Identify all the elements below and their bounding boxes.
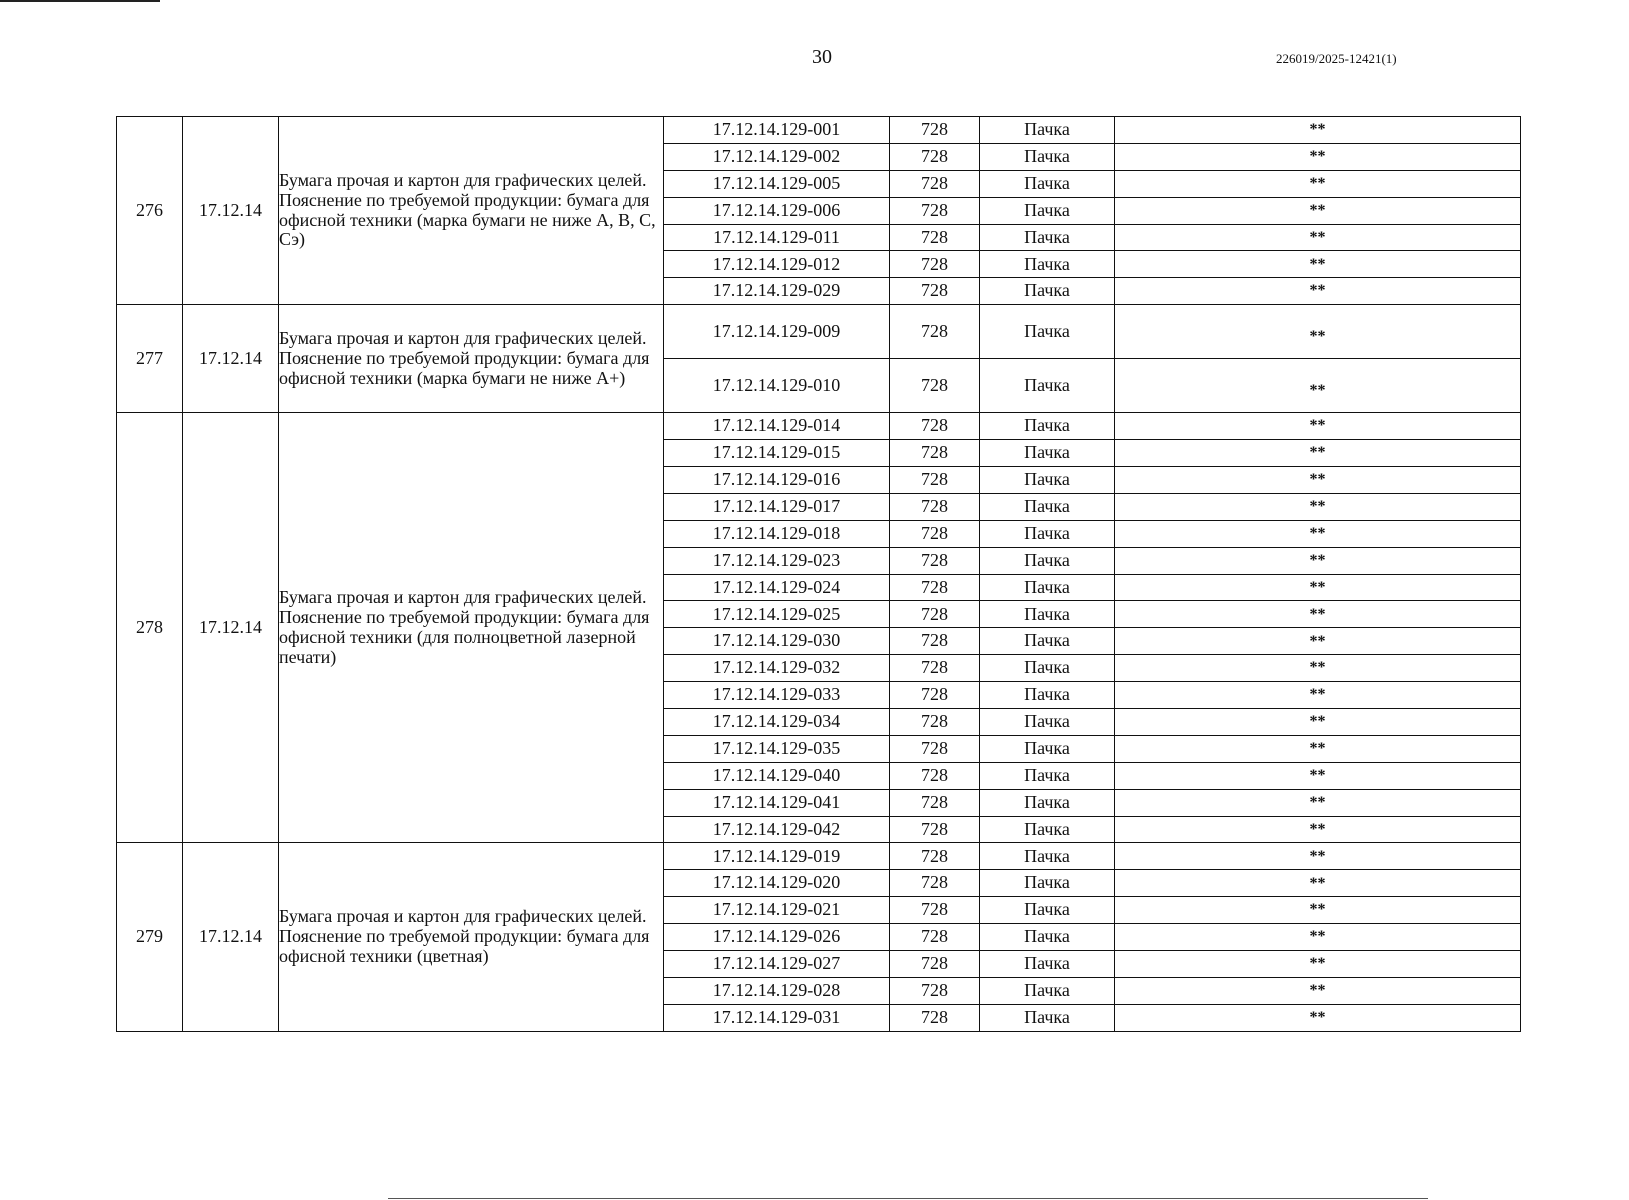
okpd-code: 17.12.14 — [183, 305, 279, 413]
document-id: 226019/2025-12421(1) — [1276, 51, 1397, 66]
unit-name: Пачка — [980, 547, 1115, 574]
ktru-code: 17.12.14.129-005 — [664, 170, 890, 197]
ktru-code: 17.12.14.129-019 — [664, 843, 890, 870]
unit-name: Пачка — [980, 520, 1115, 547]
unit-name: Пачка — [980, 359, 1115, 413]
footer-line — [388, 1198, 1428, 1199]
unit-name: Пачка — [980, 170, 1115, 197]
ktru-code: 17.12.14.129-020 — [664, 870, 890, 897]
price-cell: ** — [1115, 197, 1521, 224]
unit-code: 728 — [890, 251, 980, 278]
price-cell: ** — [1115, 170, 1521, 197]
unit-name: Пачка — [980, 601, 1115, 628]
table-row — [117, 305, 1521, 359]
unit-name: Пачка — [980, 197, 1115, 224]
unit-code: 728 — [890, 951, 980, 978]
ktru-code: 17.12.14.129-018 — [664, 520, 890, 547]
price-cell: ** — [1115, 251, 1521, 278]
unit-name: Пачка — [980, 870, 1115, 897]
price-cell: ** — [1115, 278, 1521, 305]
unit-code: 728 — [890, 897, 980, 924]
ktru-code: 17.12.14.129-042 — [664, 816, 890, 843]
unit-code: 728 — [890, 520, 980, 547]
unit-code: 728 — [890, 493, 980, 520]
unit-name: Пачка — [980, 278, 1115, 305]
scan-edge-line — [0, 0, 160, 2]
price-cell: ** — [1115, 843, 1521, 870]
ktru-code: 17.12.14.129-016 — [664, 467, 890, 494]
unit-code: 728 — [890, 816, 980, 843]
price-cell: ** — [1115, 816, 1521, 843]
ktru-code: 17.12.14.129-006 — [664, 197, 890, 224]
unit-code: 728 — [890, 655, 980, 682]
ktru-code: 17.12.14.129-033 — [664, 682, 890, 709]
ktru-code: 17.12.14.129-023 — [664, 547, 890, 574]
unit-code: 728 — [890, 977, 980, 1004]
price-cell: ** — [1115, 520, 1521, 547]
unit-code: 728 — [890, 843, 980, 870]
unit-name: Пачка — [980, 735, 1115, 762]
price-cell: ** — [1115, 547, 1521, 574]
ktru-code: 17.12.14.129-012 — [664, 251, 890, 278]
unit-name: Пачка — [980, 493, 1115, 520]
price-cell: ** — [1115, 789, 1521, 816]
unit-name: Пачка — [980, 305, 1115, 359]
table-row — [117, 843, 1521, 870]
table-row — [117, 117, 1521, 144]
price-cell: ** — [1115, 493, 1521, 520]
ktru-code: 17.12.14.129-025 — [664, 601, 890, 628]
unit-code: 728 — [890, 924, 980, 951]
unit-name: Пачка — [980, 413, 1115, 440]
item-number: 277 — [117, 305, 183, 413]
unit-name: Пачка — [980, 467, 1115, 494]
price-cell: ** — [1115, 682, 1521, 709]
unit-name: Пачка — [980, 143, 1115, 170]
ktru-code: 17.12.14.129-015 — [664, 440, 890, 467]
price-cell: ** — [1115, 924, 1521, 951]
unit-name: Пачка — [980, 224, 1115, 251]
price-cell: ** — [1115, 1004, 1521, 1031]
okpd-code: 17.12.14 — [183, 117, 279, 305]
price-cell: ** — [1115, 628, 1521, 655]
unit-name: Пачка — [980, 655, 1115, 682]
ktru-code: 17.12.14.129-041 — [664, 789, 890, 816]
unit-code: 728 — [890, 359, 980, 413]
unit-code: 728 — [890, 224, 980, 251]
okpd-code: 17.12.14 — [183, 413, 279, 843]
okpd-code: 17.12.14 — [183, 843, 279, 1031]
page-number: 30 — [812, 46, 832, 68]
unit-name: Пачка — [980, 117, 1115, 144]
price-cell: ** — [1115, 655, 1521, 682]
unit-name: Пачка — [980, 843, 1115, 870]
ktru-code: 17.12.14.129-028 — [664, 977, 890, 1004]
price-cell: ** — [1115, 574, 1521, 601]
unit-name: Пачка — [980, 924, 1115, 951]
ktru-code: 17.12.14.129-021 — [664, 897, 890, 924]
price-cell: ** — [1115, 897, 1521, 924]
ktru-code: 17.12.14.129-029 — [664, 278, 890, 305]
ktru-code: 17.12.14.129-034 — [664, 709, 890, 736]
item-number: 278 — [117, 413, 183, 843]
unit-code: 728 — [890, 682, 980, 709]
goods-table-body — [117, 117, 1521, 1032]
item-description: Бумага прочая и картон для графических целей. Пояснение по требуемой продукции: бумага для офисной техники (цветная) — [279, 843, 664, 1031]
unit-code: 728 — [890, 1004, 980, 1031]
price-cell: ** — [1115, 601, 1521, 628]
price-cell: ** — [1115, 117, 1521, 144]
item-number: 276 — [117, 117, 183, 305]
unit-code: 728 — [890, 870, 980, 897]
item-description: Бумага прочая и картон для графических целей. Пояснение по требуемой продукции: бумага для офисной техники (марка бумаги не ниже А+) — [279, 305, 664, 413]
unit-code: 728 — [890, 197, 980, 224]
unit-name: Пачка — [980, 251, 1115, 278]
price-cell: ** — [1115, 977, 1521, 1004]
price-cell: ** — [1115, 143, 1521, 170]
price-cell: ** — [1115, 709, 1521, 736]
ktru-code: 17.12.14.129-024 — [664, 574, 890, 601]
price-cell: ** — [1115, 735, 1521, 762]
price-cell: ** — [1115, 305, 1521, 359]
ktru-code: 17.12.14.129-026 — [664, 924, 890, 951]
unit-code: 728 — [890, 547, 980, 574]
unit-code: 728 — [890, 440, 980, 467]
ktru-code: 17.12.14.129-011 — [664, 224, 890, 251]
unit-name: Пачка — [980, 789, 1115, 816]
unit-code: 728 — [890, 170, 980, 197]
price-cell: ** — [1115, 870, 1521, 897]
price-cell: ** — [1115, 951, 1521, 978]
price-cell: ** — [1115, 762, 1521, 789]
ktru-code: 17.12.14.129-010 — [664, 359, 890, 413]
price-cell: ** — [1115, 467, 1521, 494]
unit-name: Пачка — [980, 440, 1115, 467]
item-description: Бумага прочая и картон для графических целей. Пояснение по требуемой продукции: бумага для офисной техники (для полноцветной лазерной печати) — [279, 413, 664, 843]
ktru-code: 17.12.14.129-035 — [664, 735, 890, 762]
unit-name: Пачка — [980, 1004, 1115, 1031]
price-cell: ** — [1115, 224, 1521, 251]
unit-name: Пачка — [980, 897, 1115, 924]
goods-table — [116, 116, 1521, 1032]
unit-name: Пачка — [980, 709, 1115, 736]
unit-name: Пачка — [980, 951, 1115, 978]
ktru-code: 17.12.14.129-030 — [664, 628, 890, 655]
unit-name: Пачка — [980, 628, 1115, 655]
unit-code: 728 — [890, 601, 980, 628]
unit-name: Пачка — [980, 816, 1115, 843]
unit-code: 728 — [890, 709, 980, 736]
ktru-code: 17.12.14.129-031 — [664, 1004, 890, 1031]
ktru-code: 17.12.14.129-040 — [664, 762, 890, 789]
table-row — [117, 413, 1521, 440]
ktru-code: 17.12.14.129-014 — [664, 413, 890, 440]
unit-code: 728 — [890, 278, 980, 305]
ktru-code: 17.12.14.129-009 — [664, 305, 890, 359]
item-number: 279 — [117, 843, 183, 1031]
unit-name: Пачка — [980, 762, 1115, 789]
ktru-code: 17.12.14.129-027 — [664, 951, 890, 978]
unit-code: 728 — [890, 628, 980, 655]
unit-code: 728 — [890, 574, 980, 601]
price-cell: ** — [1115, 440, 1521, 467]
unit-name: Пачка — [980, 977, 1115, 1004]
unit-code: 728 — [890, 789, 980, 816]
unit-name: Пачка — [980, 682, 1115, 709]
unit-code: 728 — [890, 467, 980, 494]
price-cell: ** — [1115, 413, 1521, 440]
price-cell: ** — [1115, 359, 1521, 413]
unit-code: 728 — [890, 143, 980, 170]
ktru-code: 17.12.14.129-002 — [664, 143, 890, 170]
unit-code: 728 — [890, 413, 980, 440]
unit-code: 728 — [890, 305, 980, 359]
unit-code: 728 — [890, 735, 980, 762]
unit-code: 728 — [890, 117, 980, 144]
ktru-code: 17.12.14.129-017 — [664, 493, 890, 520]
ktru-code: 17.12.14.129-001 — [664, 117, 890, 144]
unit-name: Пачка — [980, 574, 1115, 601]
unit-code: 728 — [890, 762, 980, 789]
item-description: Бумага прочая и картон для графических целей. Пояснение по требуемой продукции: бумага для офисной техники (марка бумаги не ниже А, В, С, Сэ) — [279, 117, 664, 305]
ktru-code: 17.12.14.129-032 — [664, 655, 890, 682]
